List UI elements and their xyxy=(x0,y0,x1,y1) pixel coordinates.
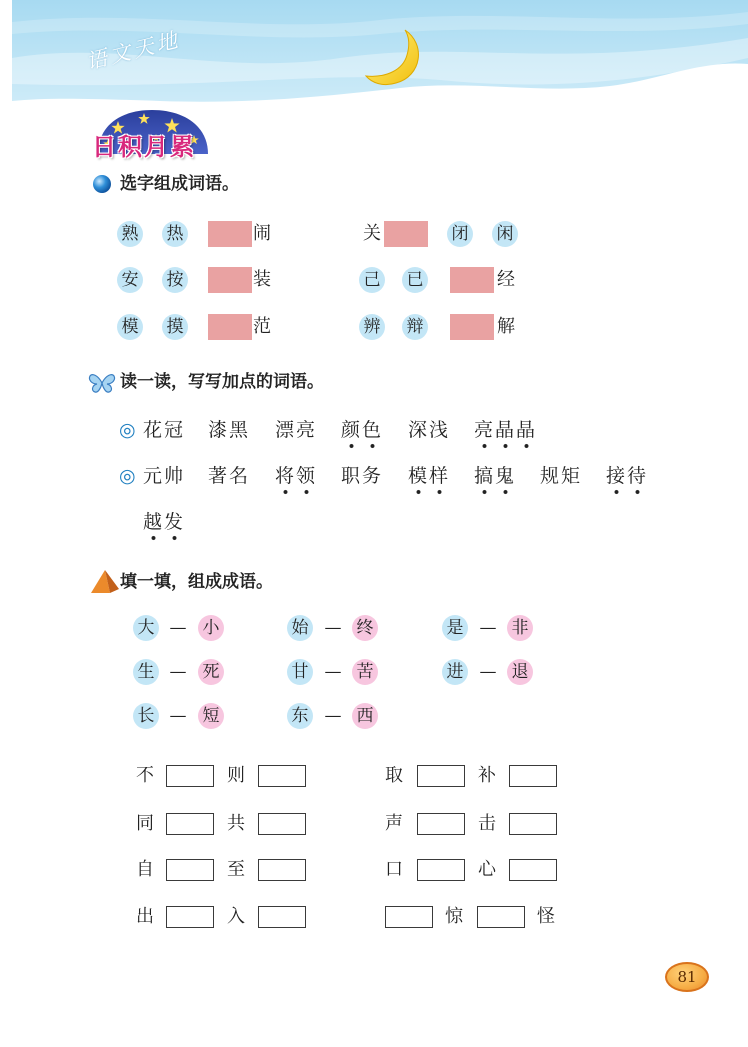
pair-second-char: 终 xyxy=(352,615,378,641)
vocab-word: 越发 xyxy=(143,510,185,541)
choice-char: 己 xyxy=(359,267,385,293)
idiom-blank xyxy=(166,765,214,787)
answer-blank xyxy=(450,314,494,340)
vocab-word: 漆黑 xyxy=(208,419,251,441)
choice-char: 闲 xyxy=(492,221,518,247)
idiom-blank xyxy=(417,859,465,881)
choice-char: 辨 xyxy=(359,314,385,340)
idiom-char: 至 xyxy=(227,859,245,880)
vocab-word: 花冠 xyxy=(143,419,186,441)
idiom-char: 共 xyxy=(227,813,245,834)
idiom-blank xyxy=(477,906,525,928)
vocab-word: 搞鬼 xyxy=(474,464,516,495)
word-char: 解 xyxy=(497,316,515,337)
choice-char: 安 xyxy=(117,267,143,293)
idiom-char: 口 xyxy=(385,859,403,880)
vocab-word: 模样 xyxy=(408,464,450,495)
answer-blank xyxy=(450,267,494,293)
idiom-char: 惊 xyxy=(445,906,463,927)
choice-char: 模 xyxy=(117,314,143,340)
vocab-word: 职务 xyxy=(341,465,384,487)
choice-char: 辩 xyxy=(402,314,428,340)
answer-blank xyxy=(208,267,252,293)
answer-blank xyxy=(208,221,252,247)
idiom-blank xyxy=(258,906,306,928)
daily-accumulation-badge xyxy=(90,106,216,164)
pair-first-char: 大 xyxy=(133,615,159,641)
idiom-blank xyxy=(417,813,465,835)
idiom-char: 入 xyxy=(227,906,245,927)
pair-dash: — xyxy=(169,618,187,638)
vocab-word: 元帅 xyxy=(143,465,186,487)
choice-char: 摸 xyxy=(162,314,188,340)
pair-dash: — xyxy=(324,706,342,726)
vocab-word: 规矩 xyxy=(540,465,583,487)
pair-dash: — xyxy=(324,618,342,638)
choose-instruction: 选字组成词语。 xyxy=(120,174,239,194)
word-char: 闹 xyxy=(253,223,271,244)
choice-char: 熟 xyxy=(117,221,143,247)
pair-dash: — xyxy=(479,662,497,682)
pair-second-char: 非 xyxy=(507,615,533,641)
vocab-word: 深浅 xyxy=(408,419,451,441)
idiom-blank xyxy=(385,906,433,928)
header-title: 语文天地 xyxy=(83,27,183,75)
pyramid-icon xyxy=(90,568,120,594)
idiom-blank xyxy=(258,813,306,835)
circle-marker-icon: ◎ xyxy=(119,465,136,487)
badge-label: 日积月累 xyxy=(92,133,196,161)
answer-blank xyxy=(384,221,428,247)
idiom-char: 声 xyxy=(385,813,403,834)
idiom-blank xyxy=(509,765,557,787)
pair-second-char: 苦 xyxy=(352,659,378,685)
crescent-moon-icon xyxy=(360,26,426,90)
vocab-word: 将领 xyxy=(275,464,317,495)
vocab-word: 漂亮 xyxy=(275,419,318,441)
pair-second-char: 西 xyxy=(352,703,378,729)
choice-char: 热 xyxy=(162,221,188,247)
idiom-char: 则 xyxy=(227,765,245,786)
choice-char: 闭 xyxy=(447,221,473,247)
idiom-blank xyxy=(509,813,557,835)
idiom-char: 补 xyxy=(478,765,496,786)
idiom-char: 怪 xyxy=(537,906,555,927)
idiom-blank xyxy=(417,765,465,787)
pair-dash: — xyxy=(479,618,497,638)
idiom-blank xyxy=(258,859,306,881)
blue-ball-icon xyxy=(92,174,112,194)
idiom-char: 自 xyxy=(136,859,154,880)
pair-first-char: 进 xyxy=(442,659,468,685)
vocab-word: 亮晶晶 xyxy=(474,418,537,449)
pair-dash: — xyxy=(169,706,187,726)
pair-first-char: 生 xyxy=(133,659,159,685)
word-char: 装 xyxy=(253,269,271,290)
pair-first-char: 甘 xyxy=(287,659,313,685)
idiom-blank xyxy=(166,859,214,881)
read-instruction: 读一读，写写加点的词语。 xyxy=(120,372,324,392)
idiom-blank xyxy=(258,765,306,787)
butterfly-icon xyxy=(88,372,116,394)
fill-instruction: 填一填，组成成语。 xyxy=(120,572,273,592)
pair-second-char: 退 xyxy=(507,659,533,685)
pair-first-char: 是 xyxy=(442,615,468,641)
idiom-char: 同 xyxy=(136,813,154,834)
idiom-blank xyxy=(166,906,214,928)
vocab-word: 著名 xyxy=(208,465,251,487)
idiom-char: 击 xyxy=(478,813,496,834)
circle-marker-icon: ◎ xyxy=(119,419,136,441)
idiom-char: 心 xyxy=(478,859,496,880)
idiom-char: 取 xyxy=(385,765,403,786)
pair-second-char: 死 xyxy=(198,659,224,685)
choice-char: 按 xyxy=(162,267,188,293)
idiom-blank xyxy=(166,813,214,835)
answer-blank xyxy=(208,314,252,340)
idiom-char: 出 xyxy=(136,906,154,927)
word-char: 关 xyxy=(363,223,381,244)
pair-first-char: 长 xyxy=(133,703,159,729)
pair-dash: — xyxy=(169,662,187,682)
idiom-blank xyxy=(509,859,557,881)
vocab-word: 接待 xyxy=(606,464,648,495)
header-banner xyxy=(0,0,748,112)
word-char: 范 xyxy=(253,316,271,337)
word-char: 经 xyxy=(497,269,515,290)
pair-first-char: 东 xyxy=(287,703,313,729)
vocab-word: 颜色 xyxy=(341,418,383,449)
pair-second-char: 短 xyxy=(198,703,224,729)
choice-char: 已 xyxy=(402,267,428,293)
pair-dash: — xyxy=(324,662,342,682)
idiom-char: 不 xyxy=(136,765,154,786)
pair-first-char: 始 xyxy=(287,615,313,641)
page-number-badge: 81 xyxy=(665,962,709,992)
pair-second-char: 小 xyxy=(198,615,224,641)
